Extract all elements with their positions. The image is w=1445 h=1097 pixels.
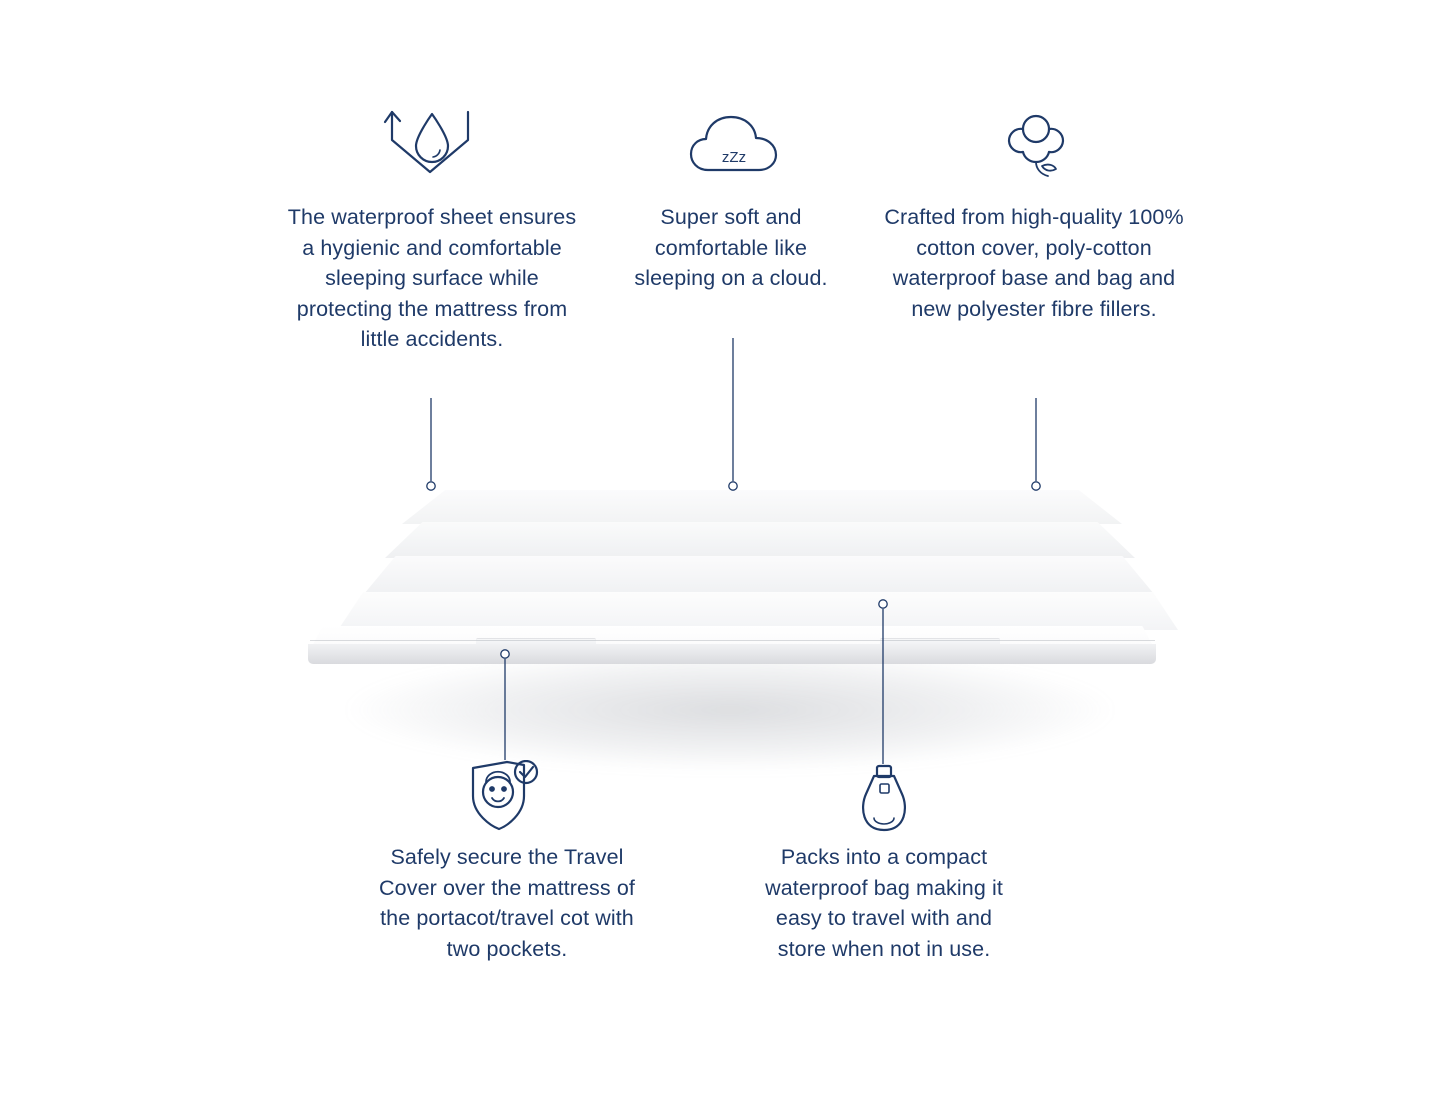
sleeping-cloud-zzz-icon [688, 112, 780, 178]
mattress-layer-2 [385, 522, 1135, 558]
leader-line-super-soft [714, 338, 754, 498]
mattress-layer-3 [364, 556, 1154, 594]
travel-bag-icon [852, 762, 916, 834]
leader-line-secure-cover [486, 648, 526, 763]
cotton-flower-icon [996, 108, 1076, 180]
product-shadow [350, 650, 1110, 770]
baby-safety-shield-check-icon [462, 760, 550, 832]
mattress-seam [310, 640, 1155, 641]
mattress-front-edge [308, 644, 1156, 664]
leader-line-compact-bag [864, 598, 904, 766]
leader-line-waterproof-sheet [412, 398, 452, 498]
water-drop-shield-icon [380, 106, 480, 178]
product-image [280, 470, 1180, 790]
mattress-layer-1 [402, 490, 1122, 524]
feature-text-super-soft: Super soft and comfortable like sleeping on a cloud. [634, 205, 828, 290]
leader-line-materials [1017, 398, 1057, 498]
feature-text-materials: Crafted from high-quality 100% cotton cover, poly-cotton waterproof base and bag and new polyester fibre fillers. [884, 205, 1184, 321]
feature-text-compact-bag: Packs into a compact waterproof bag making it easy to travel with and store when not in use. [765, 845, 1003, 961]
feature-text-waterproof-sheet: The waterproof sheet ensures a hygienic and comfortable sleeping surface while protecting the mattress from little accidents. [287, 205, 577, 351]
feature-text-secure-cover: Safely secure the Travel Cover over the mattress of the portacot/travel cot with two pockets. [379, 845, 635, 961]
mattress-layer-4 [338, 592, 1178, 630]
svg-text:zZz: zZz [721, 149, 747, 166]
